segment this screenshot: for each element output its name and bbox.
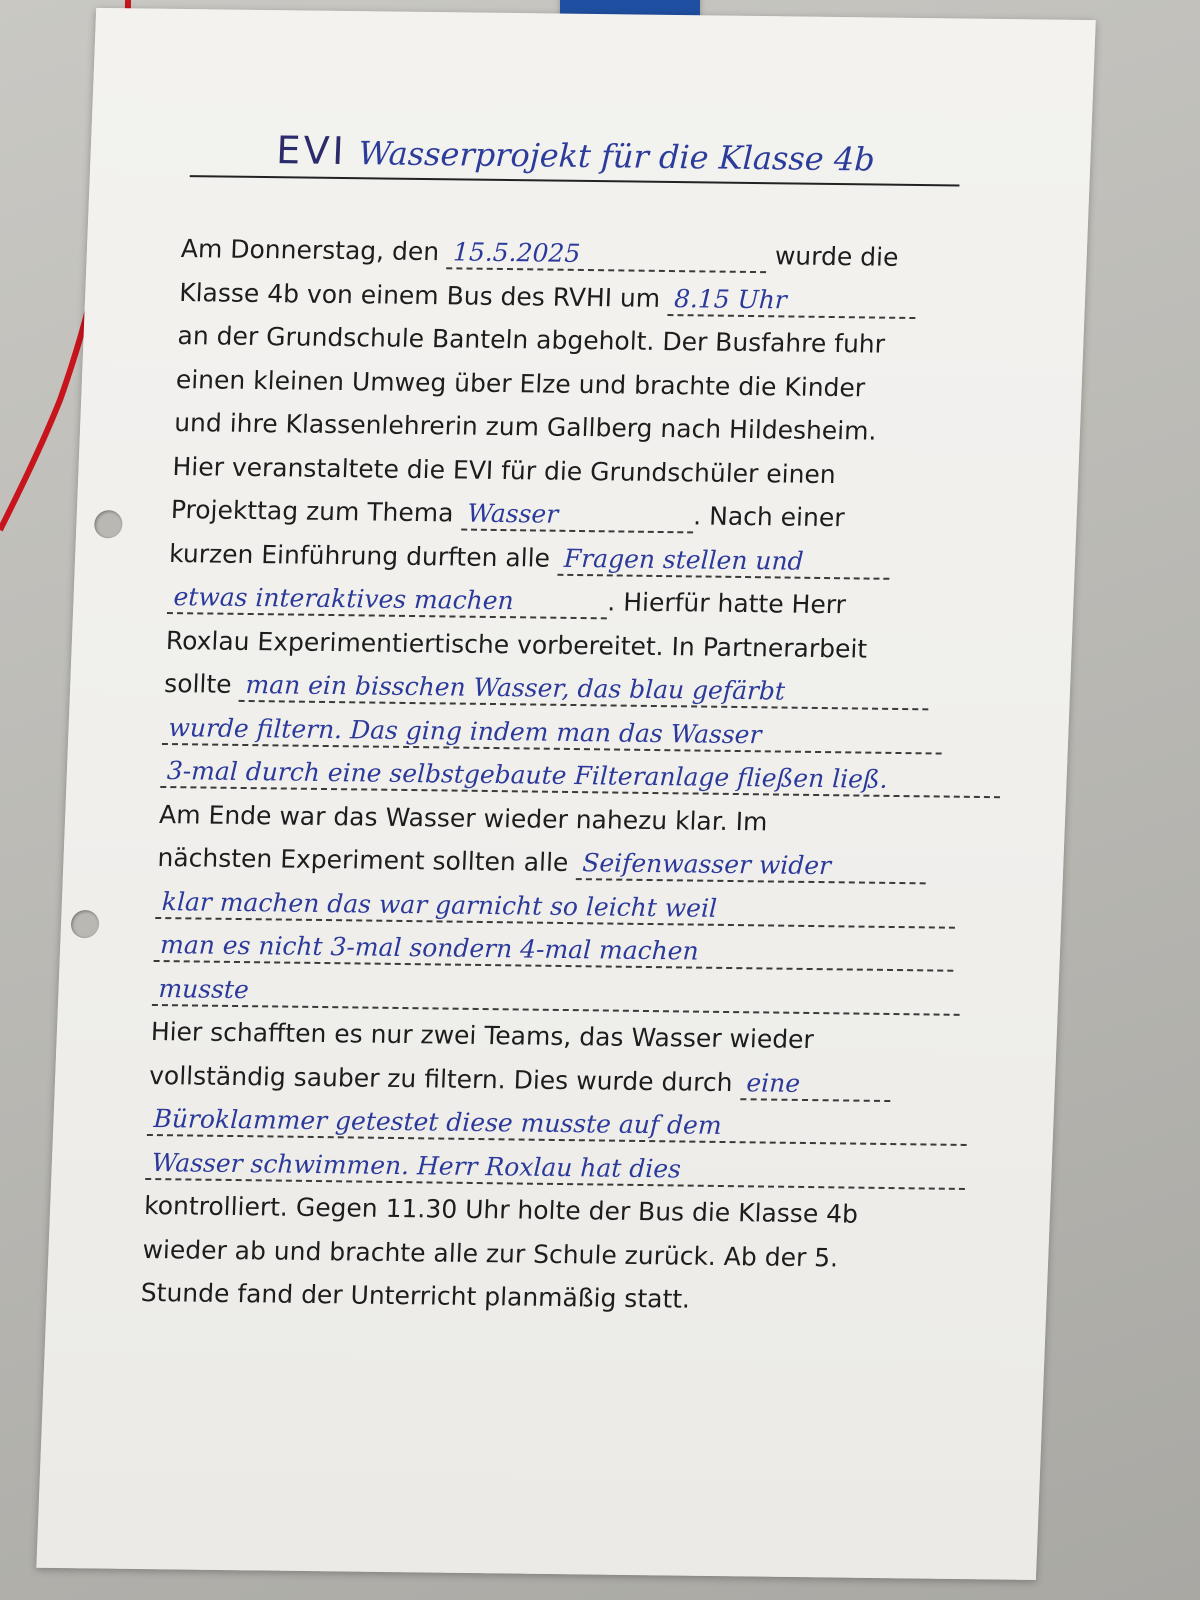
blank-topic[interactable]: Wasser	[461, 499, 694, 534]
text-line-24: wieder ab und brachte alle zur Schule zurück. Ab der 5.	[141, 1234, 839, 1272]
blank-experiment-1c[interactable]: 3-mal durch eine selbstgebaute Filteranlage fließen ließ.	[160, 756, 1001, 798]
text-line-14: Am Ende war das Wasser wieder nahezu klar. Im	[158, 799, 768, 836]
text-line-4: einen kleinen Umweg über Elze und brachte die Kinder	[175, 364, 866, 402]
text-line-1: Am Donnerstag, den 15.5.2025 wurde die	[180, 234, 899, 272]
blank-test-b[interactable]: Büroklammer getestet diese musste auf dem	[147, 1104, 968, 1146]
blank-test-a[interactable]: eine	[740, 1068, 891, 1102]
text-line-20: vollständig sauber zu filtern. Dies wurde durch eine	[148, 1053, 1029, 1107]
text-line-8: kurzen Einführung durften alle Fragen stellen und	[168, 532, 1049, 586]
text-line-10: Roxlau Experimentiertische vorbereitet. In Partnerarbeit	[165, 625, 868, 664]
blank-activity-2[interactable]: etwas interaktives machen	[167, 582, 608, 619]
worksheet-title	[190, 127, 962, 186]
blank-experiment-2a[interactable]: Seifenwasser wider	[576, 848, 927, 884]
punch-hole-lower	[70, 910, 99, 938]
blank-experiment-1b[interactable]: wurde filtern. Das ging indem man das Wasser	[162, 712, 943, 754]
text-line-9: etwas interaktives machen . Hierfür hatte Herr	[167, 575, 1048, 629]
blank-test-c[interactable]: Wasser schwimmen. Herr Roxlau hat dies	[145, 1147, 966, 1189]
blank-experiment-2b[interactable]: klar machen das war garnicht so leicht weil	[155, 886, 956, 928]
text-line-2: Klasse 4b von einem Bus des RVHI um 8.15 Uhr	[178, 271, 1059, 325]
text-line-23: kontrolliert. Gegen 11.30 Uhr holte der Bus die Klasse 4b	[143, 1190, 859, 1229]
blank-experiment-2d[interactable]: musste	[152, 973, 961, 1015]
text-line-19: Hier schafften es nur zwei Teams, das Wasser wieder	[150, 1016, 815, 1055]
text-line-11: sollte man ein bisschen Wasser, das blau gefärbt	[163, 662, 1044, 716]
worksheet-paper	[36, 8, 1096, 1580]
text-line-3: an der Grundschule Banteln abgeholt. Der Busfahre fuhr	[177, 321, 886, 359]
blank-date[interactable]: 15.5.2025	[446, 237, 767, 273]
blank-activity-1[interactable]: Fragen stellen und	[557, 543, 890, 579]
blank-time[interactable]: 8.15 Uhr	[667, 283, 916, 318]
title-handwritten: Wasserprojekt für die Klasse 4b	[357, 134, 876, 179]
blank-experiment-2c[interactable]: man es nicht 3-mal sondern 4-mal machen	[154, 930, 955, 972]
text-line-25: Stunde fand der Unterricht planmäßig statt.	[140, 1277, 691, 1314]
text-line-5: und ihre Klassenlehrerin zum Gallberg nach Hildesheim.	[173, 408, 878, 446]
punch-hole-upper	[94, 510, 123, 538]
text-line-6: Hier veranstaltete die EVI für die Grundschüler einen	[172, 451, 837, 489]
blank-experiment-1a[interactable]: man ein bisschen Wasser, das blau gefärbt	[239, 670, 930, 710]
title-printed: EVI	[275, 128, 348, 174]
worksheet-body	[140, 227, 1061, 1325]
text-line-15: nächsten Experiment sollten alle Seifenwasser wider	[157, 836, 1038, 890]
text-line-7: Projekttag zum Thema Wasser . Nach einer	[170, 495, 846, 533]
